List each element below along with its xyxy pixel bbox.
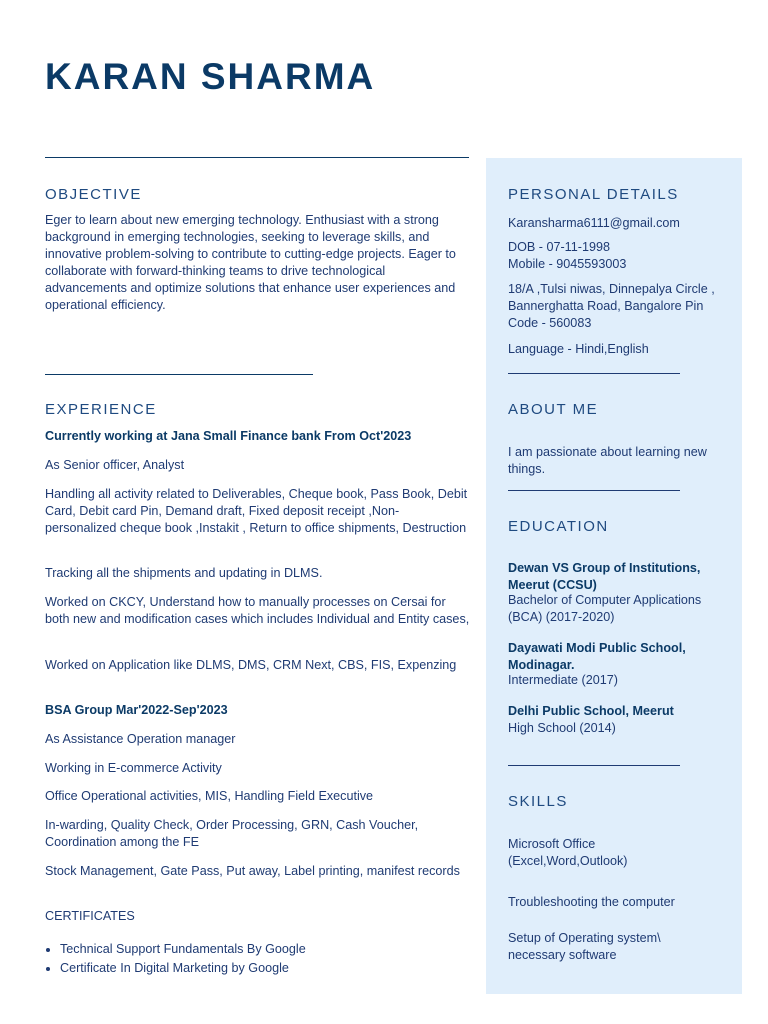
job2-point: Office Operational activities, MIS, Handling Field Executive: [45, 789, 374, 803]
job2-point: Working in E-commerce Activity: [45, 761, 222, 775]
education-school: Delhi Public School, Meerut: [508, 704, 674, 718]
education-heading: EDUCATION: [508, 518, 609, 535]
job1-point: Worked on CKCY, Understand how to manually processes on Cersai for both new and modification cases which includes Individual and Entity cases,: [45, 595, 470, 626]
email-text: Karansharma6111@gmail.com: [508, 216, 680, 230]
job1-point: Worked on Application like DLMS, DMS, CRM Next, CBS, FIS, Expenzing: [45, 658, 457, 672]
skills-heading: SKILLS: [508, 793, 568, 810]
job2-role: As Assistance Operation manager: [45, 732, 236, 746]
personal-details-heading: PERSONAL DETAILS: [508, 186, 679, 203]
education-detail: Intermediate (2017): [508, 673, 618, 687]
education-school: Dewan VS Group of Institutions, Meerut (CCSU): [508, 561, 701, 592]
about-text: I am passionate about learning new things.: [508, 445, 707, 476]
certificate-item: • Certificate In Digital Marketing by Google: [60, 959, 485, 978]
education-school: Dayawati Modi Public School, Modinagar.: [508, 641, 686, 672]
skill-item: Troubleshooting the computer: [508, 895, 675, 909]
language-text: Language - Hindi,English: [508, 342, 649, 356]
objective-divider: [45, 374, 313, 375]
about-divider: [508, 490, 680, 491]
education-detail: High School (2014): [508, 721, 616, 735]
objective-text: Eger to learn about new emerging technology. Enthusiast with a strong background in emerging technologies, seeking to leverage skills, and innovative problem-solving to contribute to cutting-edge projects. Eager to collaborate with forward-thinking teams to drive technological advancements and optimize solutions that enhance user experiences and operational efficiency.: [45, 213, 456, 312]
skill-item: Microsoft Office (Excel,Word,Outlook): [508, 837, 628, 868]
job1-point: Tracking all the shipments and updating in DLMS.: [45, 566, 323, 580]
header-divider: [45, 157, 469, 158]
job1-role: As Senior officer, Analyst: [45, 458, 185, 472]
job2-point: In-warding, Quality Check, Order Processing, GRN, Cash Voucher, Coordination among the FE: [45, 818, 419, 849]
job2-point: Stock Management, Gate Pass, Put away, Label printing, manifest records: [45, 864, 460, 878]
experience-heading: EXPERIENCE: [45, 401, 157, 418]
candidate-name: KARAN SHARMA: [45, 56, 376, 97]
certificate-item: • Technical Support Fundamentals By Google: [60, 940, 485, 959]
objective-heading: OBJECTIVE: [45, 186, 142, 203]
address-text: 18/A ,Tulsi niwas, Dinnepalya Circle , Bannerghatta Road, Bangalore Pin Code - 560083: [508, 282, 715, 330]
skill-item: Setup of Operating system\ necessary software: [508, 931, 661, 962]
personal-divider: [508, 373, 680, 374]
job1-point: Handling all activity related to Deliverables, Cheque book, Pass Book, Debit Card, Debit card Pin, Demand draft, Fixed deposit receipt ,Non- personalized cheque book ,Instakit , Return to office shipments, Destruction: [45, 487, 468, 535]
dob-text: DOB - 07-11-1998: [508, 240, 610, 254]
certificates-heading: CERTIFICATES: [45, 909, 135, 923]
job2-title: BSA Group Mar'2022-Sep'2023: [45, 703, 228, 717]
education-divider: [508, 765, 680, 766]
certificates-list: [45, 940, 485, 978]
mobile-text: Mobile - 9045593003: [508, 257, 627, 271]
education-detail: Bachelor of Computer Applications (BCA) (2017-2020): [508, 593, 702, 624]
job1-title: Currently working at Jana Small Finance bank From Oct'2023: [45, 429, 412, 443]
about-heading: ABOUT ME: [508, 401, 599, 418]
